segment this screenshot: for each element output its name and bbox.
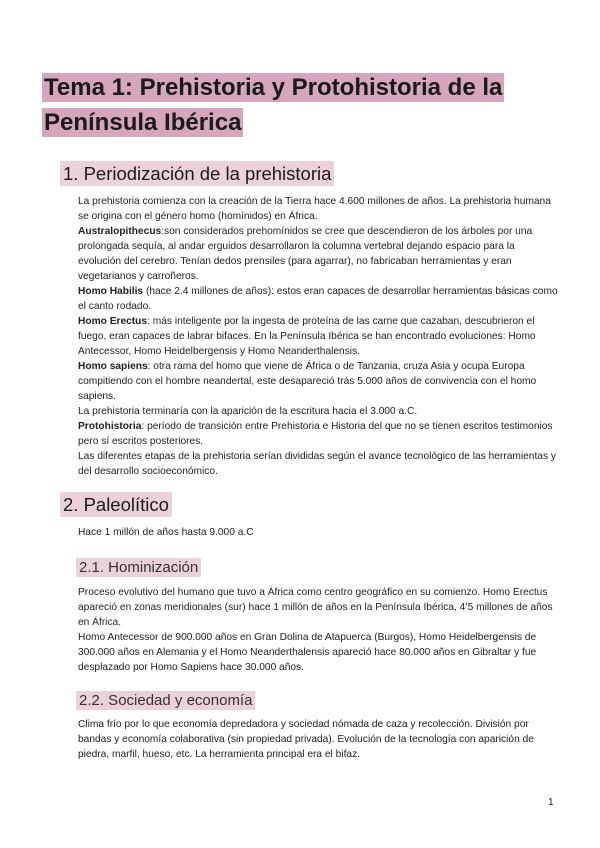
subsection-heading-sociedad-economia: 2.2. Sociedad y economía (76, 691, 255, 711)
term: Homo sapiens (78, 361, 148, 372)
term: Homo Erectus (78, 316, 148, 327)
paragraph: Homo Antecessor de 900.000 años en Gran Dolina de Atapuerca (Burgos), Homo Heidelbergensis de 300.000 años en Alemania y el Homo Neanderthalensis apareció hace 80.000 años en Gibraltar y fue desplazado por Homo Sapiens hace 30.000 años. (78, 632, 537, 673)
subsection-heading-hominizacion: 2.1. Hominización (76, 558, 201, 578)
term: Australopithecus (78, 226, 162, 237)
paragraph: Homo sapiens: otra rama del homo que viene de África o de Tanzania, cruza Asia y ocupa Europa compitiendo con el hombre neandertal, este desapareció trás 5.000 años de convivencia con el homo sapiens. (78, 361, 537, 402)
document-title (42, 70, 562, 140)
document-title-text: Tema 1: Prehistoria y Protohistoria de la Península Ibérica (44, 74, 503, 136)
paragraph: La prehistoria comienza con la creación de la Tierra hace 4.600 millones de años. La prehistoria humana se origina con el género homo (homínidos) en África. (78, 196, 551, 222)
term: Homo Habilis (78, 286, 144, 297)
paragraph: Australopithecus:son considerados prehomínidos se cree que descendieron de los árboles por una prolongada sequía, al andar erguidos desarrollaron la columna vertebral dejando espacio para la evolución del cerebro. Tenían dedos prensiles (para agarrar), no fabricaban herramientas y eran vegetarianos y carroñeros. (78, 226, 533, 282)
paragraph: Las diferentes etapas de la prehistoria serían divididas según el avance tecnológico de las herramientas y del desarrollo socioeconómico. (78, 451, 556, 477)
section-body-periodizacion (78, 194, 558, 479)
section-heading-paleolitico: 2. Paleolítico (60, 493, 172, 517)
page-number: 1 (548, 797, 554, 808)
paragraph: Clima frío por lo que economía depredadora y sociedad nómada de caza y recolección. División por bandas y economía colaborativa (sin propiedad privada). Evolución de la tecnología con aparición de piedra, marfil, hueso, etc. La herramienta principal era el bifaz. (78, 719, 534, 760)
subsection-body-sociedad-economia (78, 717, 558, 762)
term: Protohistoria (78, 421, 142, 432)
paragraph: Homo Habilis (hace 2.4 millones de años): estos eran capaces de desarrollar herramientas básicas como el canto rodado. (78, 286, 558, 312)
section-heading-periodizacion: 1. Periodización de la prehistoria (60, 162, 334, 186)
paragraph: Hace 1 millón de años hasta 9.000 a.C (78, 527, 254, 538)
paragraph: Proceso evolutivo del humano que tuvo a África como centro geográfico en su comienzo. Homo Erectus apareció en zonas meridionales (sur) hace 1 millón de años en la Península Ibérica, 4’5 millones de años en África. (78, 587, 553, 628)
paragraph: Protohistoria: período de transición entre Prehistoria e Historia del que no se tienen escritos testimonios pero sí escritos posteriores. (78, 421, 553, 447)
section-body-paleolitico (78, 525, 558, 540)
subsection-body-hominizacion (78, 585, 558, 675)
paragraph: Homo Erectus: más inteligente por la ingesta de proteína de las carne que cazaban, descubrieron el fuego, eran capaces de labrar bifaces. En la Península Ibérica se han encontrado evoluciones: Homo Antecessor, Homo Heidelbergensis y Homo Neanderthalensis. (78, 316, 536, 357)
paragraph: La prehistoria terminaría con la aparición de la escritura hacia el 3.000 a.C. (78, 406, 418, 417)
